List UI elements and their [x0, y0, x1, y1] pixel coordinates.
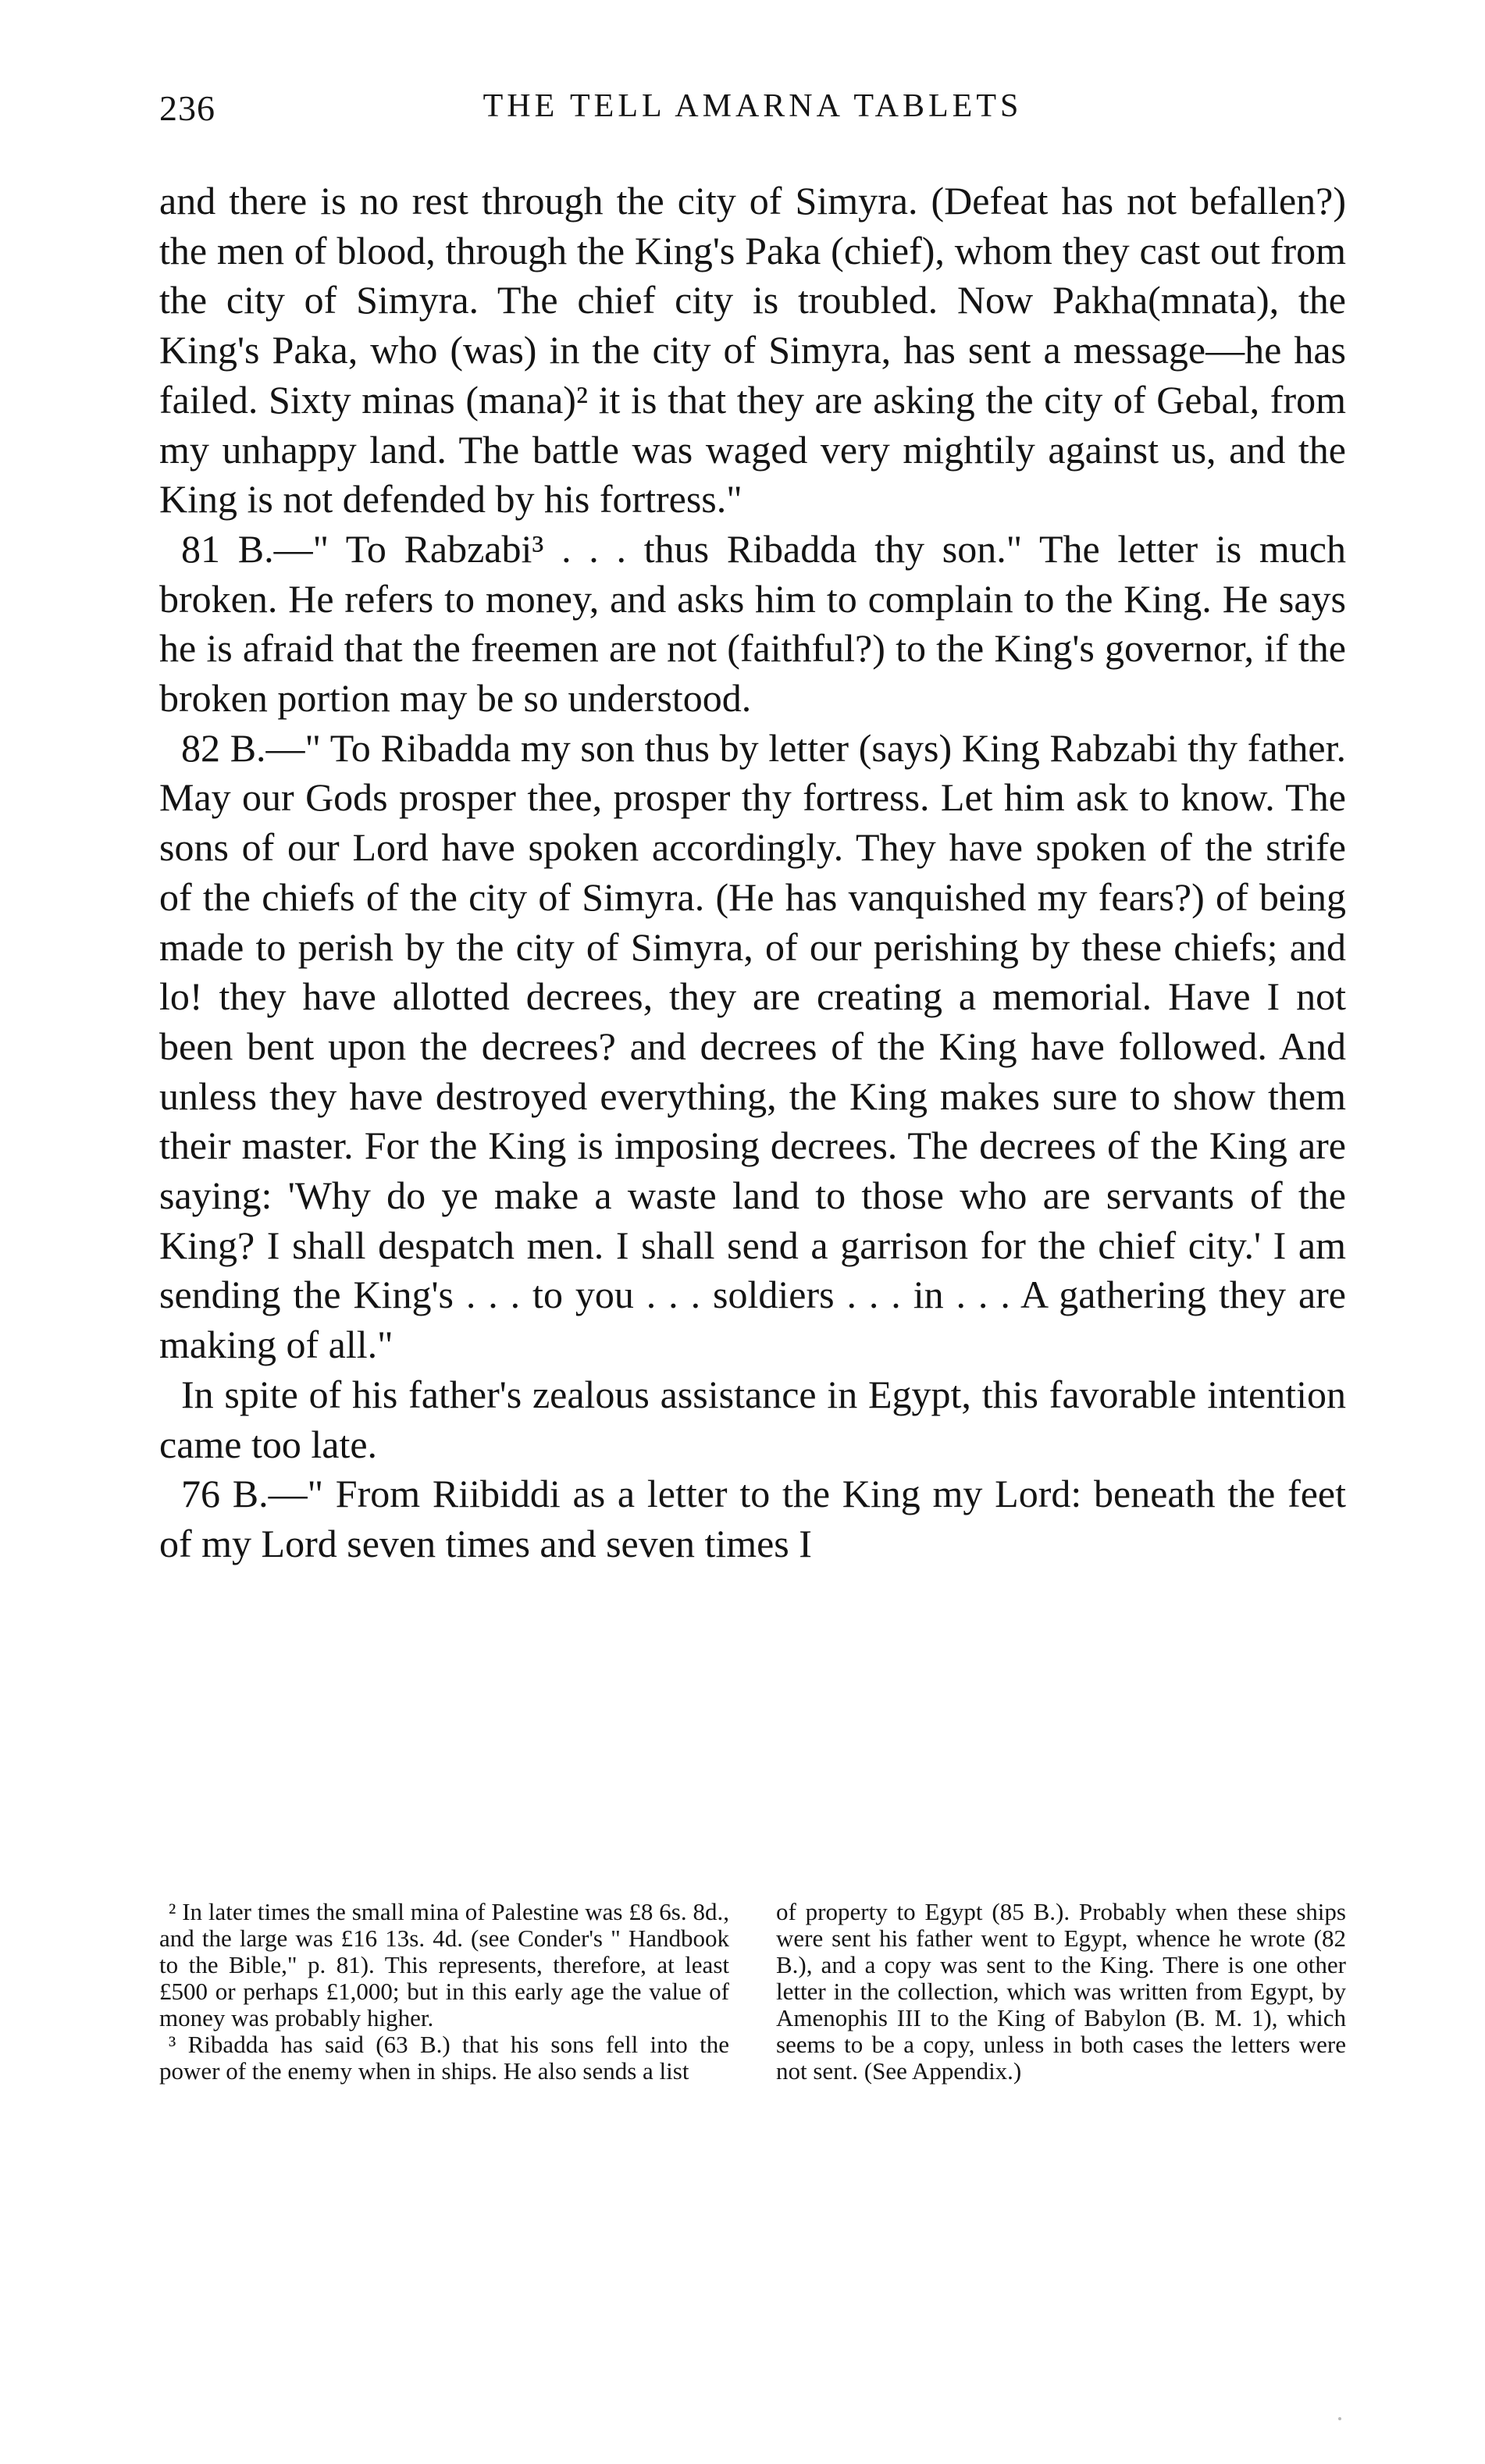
paragraph-5: 76 B.—" From Riibiddi as a letter to the King my Lord: beneath the feet of my Lord seven times and seven times I	[159, 1472, 1346, 1565]
footnote-3-continued: of property to Egypt (85 B.). Probably when these ships were sent his father went to Egypt, whence he wrote (82 B.), and a copy was sent to the King. There is one other letter in the collection, which was written from Egypt, by Amenophis III to the King of Babylon (B. M. 1), which seems to be a copy, unless in both cases the letters were not sent. (See Appendix.)	[776, 1898, 1346, 2085]
page-header	[159, 87, 1346, 134]
main-text	[159, 176, 1346, 1569]
paragraph-2: 81 B.—" To Rabzabi³ . . . thus Ribadda thy son." The letter is much broken. He refers to money, and asks him to complain to the King. He says he is afraid that the freemen are not (faithful?) to the King's governor, if the broken portion may be so understood.	[159, 526, 1346, 721]
paragraph-4: In spite of his father's zealous assistance in Egypt, this favorable intention came too late.	[159, 1372, 1346, 1466]
page-number: 236	[159, 88, 215, 128]
footnote-3: ³ Ribadda has said (63 B.) that his sons fell into the power of the enemy when in ships. He also sends a list	[159, 2031, 729, 2085]
paragraph-3: 82 B.—" To Ribadda my son thus by letter (says) King Rabzabi thy father. May our Gods prosper thee, prosper thy fortress. Let him ask to know. The sons of our Lord have spoken accordingly. They have spoken of the strife of the chiefs of the city of Simyra. (He has vanquished my fears?) of being made to perish by the city of Simyra, of our perishing by these chiefs; and lo! they have allotted decrees, they are creating a memorial. Have I not been bent upon the decrees? and decrees of the King have followed. And unless they have destroyed everything, the King makes sure to show them their master. For the King is imposing decrees. The decrees of the King are saying: 'Why do ye make a waste land to those who are servants of the King? I shall despatch men. I shall send a garrison for the chief city.' I am sending the King's . . . to you . . . soldiers . . . in . . . A gathering they are making of all."	[159, 725, 1346, 1367]
page-speck	[1338, 2417, 1341, 2420]
footnote-column-right	[776, 1899, 1346, 2195]
running-title: THE TELL AMARNA TABLETS	[483, 88, 1023, 124]
footnote-2: ² In later times the small mina of Palestine was £8 6s. 8d., and the large was £16 13s. 4d. (see Conder's " Handbook to the Bible," p. 81). This represents, therefore, at least £500 or perhaps £1,000; but in this early age the value of money was probably higher.	[159, 1898, 729, 2031]
paragraph-1: and there is no rest through the city of Simyra. (Defeat has not befallen?) the men of blood, through the King's Paka (chief), whom they cast out from the city of Simyra. The chief city is troubled. Now Pakha(mnata), the King's Paka, who (was) in the city of Simyra, has sent a message—he has failed. Sixty minas (mana)² it is that they are asking the city of Gebal, from my unhappy land. The battle was waged very mightily against us, and the King is not defended by his fortress."	[159, 179, 1346, 522]
footnote-column-left	[159, 1899, 729, 2195]
footnotes	[159, 1899, 1346, 2195]
